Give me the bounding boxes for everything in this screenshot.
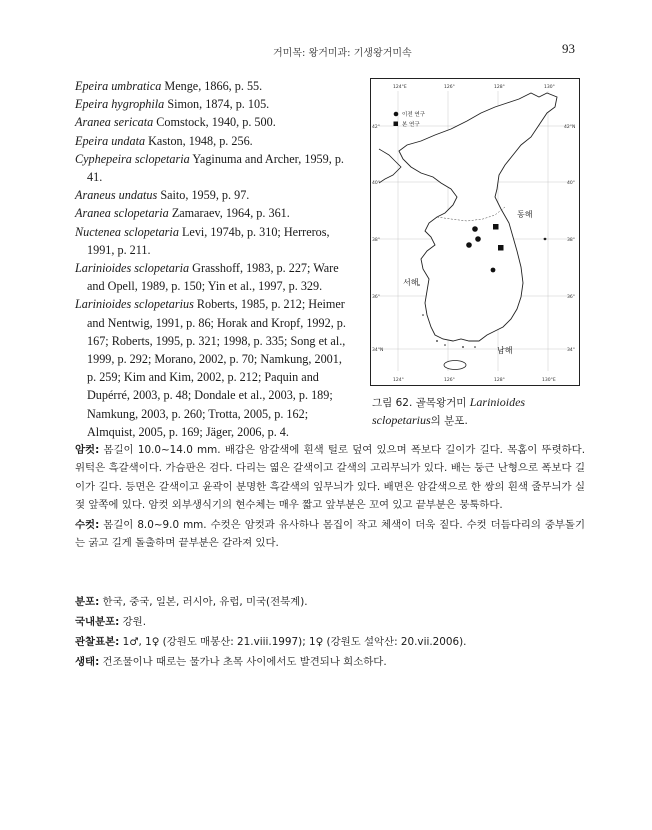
- lon-tick-label: 130°: [544, 85, 555, 90]
- synonym-entry: [75, 77, 351, 95]
- domestic-line: [75, 612, 585, 632]
- lat-tick-label: 34°N: [372, 348, 384, 353]
- lat-tick-label: 34°: [567, 348, 575, 353]
- range-line: [75, 592, 585, 612]
- synonym-name: Cyphepeira sclopetaria: [75, 151, 190, 166]
- synonym-citation: Kaston, 1948, p. 256.: [145, 133, 253, 148]
- figure-caption: [372, 394, 584, 430]
- lon-tick-label: 124°E: [393, 85, 407, 90]
- range-text: 한국, 중국, 일본, 러시아, 유럽, 미국(전북계).: [99, 596, 308, 608]
- legend-dot-icon: [394, 112, 399, 117]
- this-study-marker: [498, 245, 504, 251]
- ulleung-island: [544, 238, 547, 240]
- previous-record-marker: [472, 226, 478, 232]
- synonym-name: Larinioides sclopetaria: [75, 261, 190, 276]
- legend-this-study: 본 연구: [402, 122, 420, 128]
- korea-peninsula-outline: [399, 93, 557, 341]
- distribution-map: [370, 78, 580, 386]
- specimens-text: 1♂, 1♀ (강원도 매봉산: 21.viii.1997); 1♀ (강원도 설악산: 20.vii.2006).: [119, 636, 467, 648]
- lon-tick-label: 128°: [494, 378, 505, 383]
- specimens-line: [75, 632, 585, 652]
- ecology-text: 건조물이나 때로는 물가나 초목 사이에서도 발견되나 희소하다.: [99, 656, 387, 668]
- this-study-marker: [493, 224, 499, 230]
- lat-tick-label: 42°: [372, 125, 380, 130]
- synonym-list: [75, 77, 351, 441]
- lat-tick-label: 40°: [372, 181, 380, 186]
- previous-record-marker: [491, 268, 496, 273]
- synonym-entry: [75, 186, 351, 204]
- synonym-name: Epeira undata: [75, 133, 146, 148]
- figure-label: 그림 62. 골목왕거미: [372, 397, 470, 409]
- ecology-label: 생태:: [75, 656, 100, 668]
- synonym-entry: [75, 150, 351, 186]
- lat-tick-label: 38°: [372, 238, 380, 243]
- figure-species: Larinioides sclopetarius: [372, 395, 526, 427]
- synonym-entry: [75, 95, 351, 113]
- synonym-entry: [75, 259, 351, 295]
- range-label: 분포:: [75, 596, 100, 608]
- lat-tick-label: 36°: [372, 295, 380, 300]
- running-title: 거미목: 왕거미과: 기생왕거미속: [273, 48, 412, 59]
- lat-tick-label: 40°: [567, 181, 575, 186]
- synonym-citation: Grasshoff, 1983, p. 227; Ware and Opell, 1989, p. 150; Yin et al., 1997, p. 329.: [87, 261, 339, 294]
- synonym-entry: [75, 295, 351, 441]
- east-sea-label: 동해: [517, 210, 533, 219]
- synonym-entry: [75, 204, 351, 222]
- distribution-section: [75, 592, 585, 672]
- synonym-entry: [75, 223, 351, 259]
- lat-tick-label: 36°: [567, 295, 575, 300]
- previous-record-marker: [466, 242, 472, 248]
- synonym-citation: Yaginuma and Archer, 1959, p. 41.: [87, 151, 344, 185]
- figure-suffix: 의 분포.: [430, 415, 468, 427]
- synonym-citation: Zamaraev, 1964, p. 361.: [168, 206, 290, 221]
- page-number: 93: [562, 41, 575, 56]
- lon-tick-label: 126°: [444, 378, 455, 383]
- female-description: [75, 441, 585, 515]
- lon-tick-label: 130°E: [542, 378, 556, 383]
- synonym-entry: [75, 113, 351, 131]
- synonym-citation: Simon, 1874, p. 105.: [164, 97, 270, 112]
- lon-tick-label: 128°: [494, 85, 505, 90]
- synonym-citation: Saito, 1959, p. 97.: [157, 188, 250, 203]
- lon-tick-label: 124°: [393, 378, 404, 383]
- specimens-label: 관찰표본:: [75, 636, 120, 648]
- legend-square-icon: [394, 122, 399, 127]
- domestic-label: 국내분포:: [75, 616, 120, 628]
- south-sea-label: 남해: [497, 346, 513, 355]
- synonym-name: Araneus undatus: [75, 188, 158, 203]
- synonym-name: Epeira hygrophila: [75, 97, 165, 112]
- domestic-text: 강원.: [119, 616, 146, 628]
- synonym-name: Aranea sclopetaria: [75, 206, 169, 221]
- synonym-name: Nuctenea sclopetaria: [75, 224, 179, 239]
- legend-previous: 이전 연구: [402, 112, 426, 118]
- male-description: [75, 516, 585, 553]
- west-sea-label: 서해: [403, 278, 419, 287]
- china-coast-outline: [379, 149, 401, 183]
- synonym-name: Epeira umbratica: [75, 79, 162, 93]
- synonym-name: Larinioides sclopetarius: [75, 297, 194, 312]
- synonym-citation: Levi, 1974b, p. 310; Herreros, 1991, p. 211.: [87, 224, 330, 257]
- lat-tick-label: 38°: [567, 238, 575, 243]
- synonym-entry: [75, 132, 351, 150]
- species-description: [75, 441, 585, 552]
- jeju-island: [444, 361, 466, 370]
- synonym-citation: Roberts, 1985, p. 212; Heimer and Nentwig, 1991, p. 86; Horak and Kropf, 1992, p. 167; Roberts, 1995, p. 321; 1998, p. 335; Song et al., 1999, p. 292; Morano, 2002, p. 70; Namkung, 2001, p. 259; Kim and Kim, 2002, p. 212; Paquin and Dupérré, 2003, p. 48; Dondale et al., 2003, p. 189; Namkung, 2003, p. 260; Trotta, 2005, p. 162; Almquist, 2005, p. 169; Jäger, 2006, p. 4.: [87, 297, 346, 439]
- synonym-citation: Menge, 1866, p. 55.: [161, 79, 263, 93]
- male-text: 몸길이 8.0~9.0 mm. 수컷은 암컷과 유사하나 몸집이 작고 체색이 더욱 짙다. 수컷 더듬다리의 중부돌기는 굵고 길게 돌출하며 끝부분은 갈라져 있다.: [75, 518, 585, 550]
- lat-tick-label: 42°N: [564, 125, 576, 130]
- korea-map-svg: [371, 79, 579, 385]
- male-label: 수컷:: [75, 518, 100, 531]
- female-label: 암컷:: [75, 444, 100, 456]
- lon-tick-label: 126°: [444, 85, 455, 90]
- synonym-citation: Comstock, 1940, p. 500.: [153, 115, 276, 130]
- ecology-line: [75, 652, 585, 672]
- previous-record-marker: [475, 236, 481, 242]
- female-text: 몸길이 10.0~14.0 mm. 배갑은 암갈색에 흰색 털로 덮여 있으며 폭보다 길이가 길다. 목홈이 뚜렷하다. 위턱은 흑갈색이다. 가슴판은 검다. 다리는 엷은 갈색이고 갈색의 고리무늬가 있다. 배는 둥근 난형으로 폭보다 길이가 길다. 등면은 갈색이고 윤곽이 분명한 흑갈색의 잎무늬가 있다. 배면은 암갈색으로 한 쌍의 흰색 줄무늬가 실젖 앞쪽에 있다. 암컷 외부생식기의 현수체는 매우 짧고 앞부분은 꼬여 있고 끝부분은 뭉툭하다.: [75, 444, 585, 512]
- synonym-name: Aranea sericata: [75, 115, 154, 130]
